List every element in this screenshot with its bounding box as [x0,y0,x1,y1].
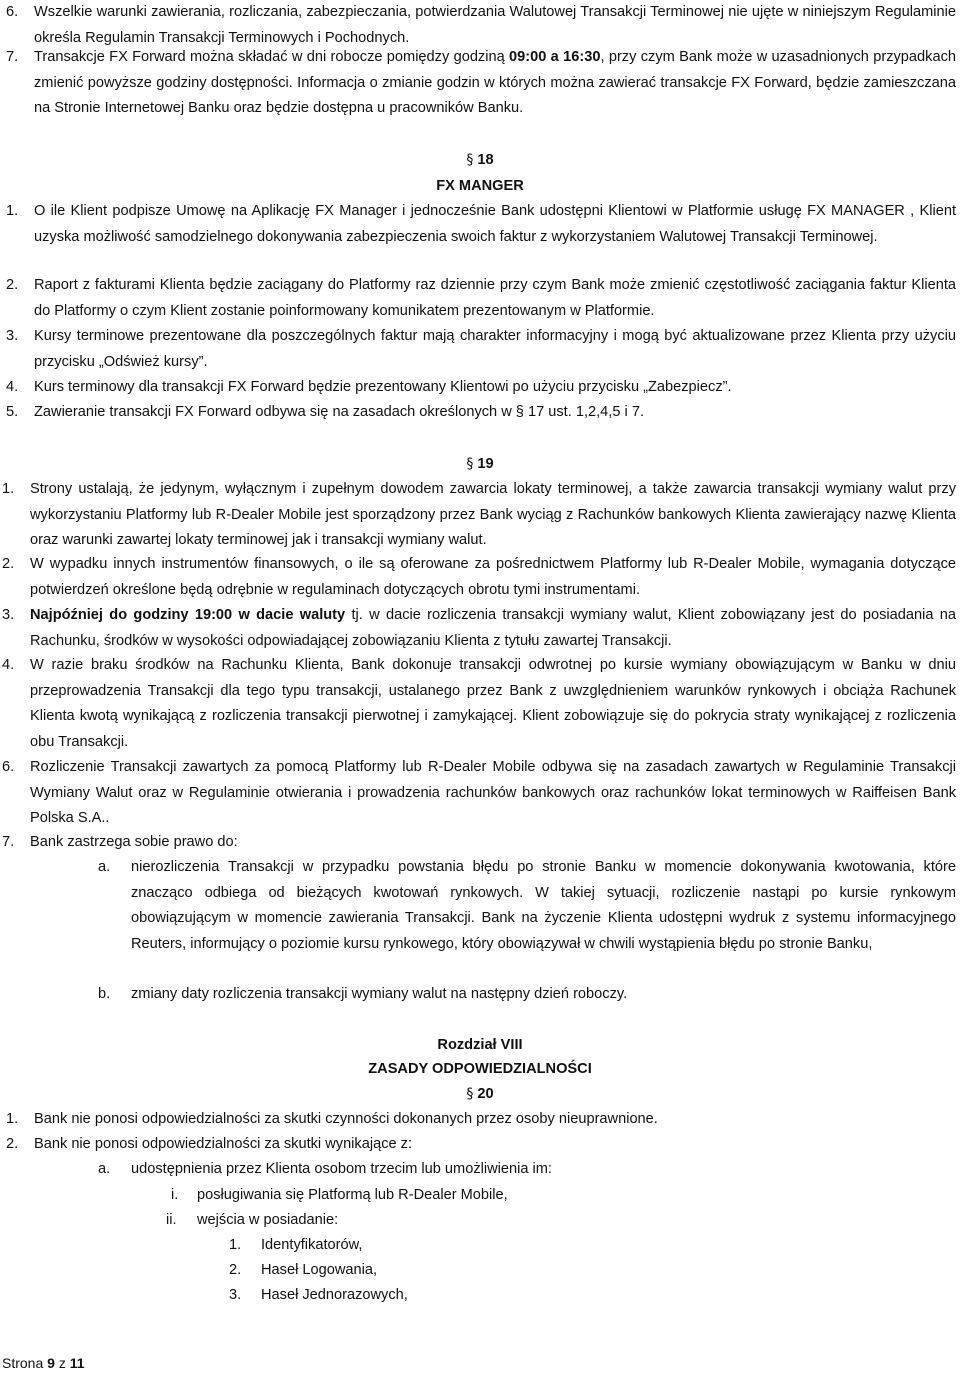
footer-prefix: Strona [2,1355,44,1371]
list-item [6,45,956,122]
item-number: 3. [229,1287,242,1303]
item-text: nierozliczenia Transakcji w przypadku powstania błędu po stronie Banku w momencie dokonywania kwotowania, które znacząco odbiega od bieżących kwotowań rynkowych. W takiej sytuacji, rozliczenie nastąpi po kursie rynkowym obowiązującym w momencie zawierania Transakcji. Bank na życzenie Klienta udostępni wydruk z systemu informacyjnego Reuters, informujący o poziomie kursu rynkowego, który obowiązywał w chwili wystąpienia błędu po stronie Banku, [131,859,956,952]
item-number: 3. [2,607,15,623]
list-item [6,375,956,401]
item-number: 4. [2,657,15,673]
list-item [6,0,956,51]
section-heading [0,148,960,172]
item-number: 4. [6,379,19,395]
list-item [2,830,956,856]
page-number: 9 [47,1355,55,1371]
item-number: 6. [2,759,15,775]
item-text: O ile Klient podpisze Umowę na Aplikację FX Manager i jednocześnie Bank udostępni Klientowi w Platformie usługę FX MANAGER , Klient uzyska możliwość samodzielnego dokonywania zabezpieczenia swoich faktur z wykorzystaniem Walutowej Transakcji Terminowej. [34,203,956,245]
item-text: Bank nie ponosi odpowiedzialności za skutki czynności dokonanych przez osoby nieuprawnione. [34,1111,658,1127]
paragraph-sign: § [466,152,474,168]
numbered-list-item [229,1233,956,1259]
item-text: udostępnienia przez Klienta osobom trzecim lub umożliwienia im: [131,1161,552,1177]
item-text: Raport z fakturami Klienta będzie zaciągany do Platformy raz dziennie przy czym Bank może zmienić częstotliwość zaciągania faktur Klienta do Platformy o czym Klient zostanie poinformowany komunikatem prezentowanym w Platformie. [34,277,956,319]
section-heading [0,452,960,476]
item-number: 2. [229,1262,242,1278]
hours-range: 09:00 a 16:30 [509,49,601,65]
item-text: Wszelkie warunki zawierania, rozliczania, zabezpieczania, potwierdzania Walutowej Transakcji Terminowej nie ujęte w niniejszym Regulaminie określa Regulamin Transakcji Terminowych i Pochodnych. [34,4,956,46]
list-item [2,552,956,603]
item-text: Rozliczenie Transakcji zawartych za pomocą Platformy lub R-Dealer Mobile odbywa się na zasadach zawartych w Regulaminie Transakcji Wymiany Walut oraz w Regulaminie otwierania i prowadzenia rachunków bankowych oraz rachunków lokat terminowych w Raiffeisen Bank Polska S.A.. [30,759,956,826]
deadline-text: Najpóźniej do godziny 19:00 w dacie waluty [30,607,346,623]
roman-list-item [171,1183,956,1209]
item-letter: b. [98,986,111,1002]
list-item [6,1107,956,1133]
item-text: Bank nie ponosi odpowiedzialności za skutki wynikające z: [34,1136,413,1152]
item-text: Identyfikatorów, [261,1237,363,1253]
item-text: Haseł Jednorazowych, [261,1287,408,1303]
item-number: 2. [6,1136,19,1152]
item-letter: a. [98,859,111,875]
item-text: Kurs terminowy dla transakcji FX Forward będzie prezentowany Klientowi po użyciu przycisku „Zabezpiecz”. [34,379,732,395]
item-number: 2. [2,556,15,572]
roman-list-item [166,1208,956,1234]
item-number: 6. [6,4,19,20]
item-roman: ii. [166,1212,177,1228]
list-item [2,603,956,654]
sub-list-item [98,855,956,957]
sub-list-item [98,982,956,1008]
paragraph-sign: § [466,456,474,472]
section-number: 20 [477,1086,494,1102]
numbered-list-item [229,1283,956,1309]
item-number: 1. [6,203,19,219]
item-letter: a. [98,1161,111,1177]
item-text: Kursy terminowe prezentowane dla poszczególnych faktur mają charakter informacyjny i mogą być aktualizowane przez Klienta przy użyciu przycisku „Odśwież kursy”. [34,328,956,370]
item-text: W razie braku środków na Rachunku Klienta, Bank dokonuje transakcji odwrotnej po kursie wymiany obowiązującym w Banku w dniu przeprowadzenia Transakcji dla tego typu transakcji, ustalanego przez Bank z uwzględnieniem warunków rynkowych i obciąża Rachunek Klienta kwotą wynikającą z rozliczenia transakcji pierwotnej i zamykającej. Klient zobowiązuje się do pokrycia straty wynikającej z rozliczenia obu Transakcji. [30,657,956,750]
item-number: 1. [2,481,15,497]
page-footer [2,1354,85,1372]
section-number: 19 [477,456,494,472]
item-text: Strony ustalają, że jedynym, wyłącznym i zupełnym dowodem zawarcia lokaty terminowej, a także zawarcia transakcji wymiany walut przy wykorzystaniu Platformy lub R-Dealer Mobile jest sporządzony przez Bank wyciąg z Rachunków bankowych Klienta zawierający nazwę Klienta oraz warunki zawartej lokaty terminowej jak i transakcji wymiany walut. [30,481,956,548]
paragraph-sign: § [466,1086,474,1102]
list-item [6,273,956,324]
item-text: posługiwania się Platformą lub R-Dealer Mobile, [197,1187,508,1203]
numbered-list-item [229,1258,956,1284]
item-text: wejścia w posiadanie: [197,1212,339,1228]
item-text-part: tj. w dacie rozliczenia transakcji wymiany walut, Klient zobowiązany jest do posiadania na Rachunku, środków w wysokości odpowiadającej zobowiązaniu Klienta z tytułu zawartej Transakcji. [30,607,956,649]
item-number: 7. [2,834,15,850]
item-number: 7. [6,49,19,65]
chapter-label: Rozdział VIII [437,1037,523,1053]
list-item [2,755,956,832]
item-text [30,603,956,654]
footer-of: z [58,1355,66,1371]
item-text: Bank zastrzega sobie prawo do: [30,834,238,850]
item-number: 1. [229,1237,242,1253]
chapter-title: ZASADY ODPOWIEDZIALNOŚCI [368,1061,592,1077]
section-title: FX MANGER [436,178,524,194]
item-number: 1. [6,1111,19,1127]
list-item [6,400,956,426]
item-text [34,45,956,122]
item-roman: i. [171,1187,179,1203]
list-item [2,653,956,755]
item-number: 3. [6,328,19,344]
section-number: 18 [477,152,494,168]
section-heading [0,1082,960,1106]
item-text: Zawieranie transakcji FX Forward odbywa się na zasadach określonych w § 17 ust. 1,2,4,5 i 7. [34,404,644,420]
item-text: zmiany daty rozliczenia transakcji wymiany walut na następny dzień roboczy. [131,986,628,1002]
item-number: 2. [6,277,19,293]
item-text-part: Transakcje FX Forward można składać w dni robocze pomiędzy godziną [34,49,510,65]
item-text: Haseł Logowania, [261,1262,378,1278]
item-text: W wypadku innych instrumentów finansowych, o ile są oferowane za pośrednictwem Platformy lub R-Dealer Mobile, wymagania dotyczące potwierdzeń określone będą odrębnie w regulaminach dotyczących obrotu tymi instrumentami. [30,556,956,598]
list-item [2,477,956,554]
list-item [6,199,956,250]
list-item [6,1132,956,1158]
item-number: 5. [6,404,19,420]
item-text-part: , przy czym Bank może w uzasadnionych przypadkach zmienić powyższe godziny dostępności. Informacja o zmianie godzin w których można zawierać transakcje FX Forward, będzie zamieszczana na Stronie Internetowej Banku oraz będzie dostępna u pracowników Banku. [34,49,956,116]
page-total: 11 [69,1355,85,1371]
sub-list-item [98,1157,956,1183]
list-item [6,324,956,375]
